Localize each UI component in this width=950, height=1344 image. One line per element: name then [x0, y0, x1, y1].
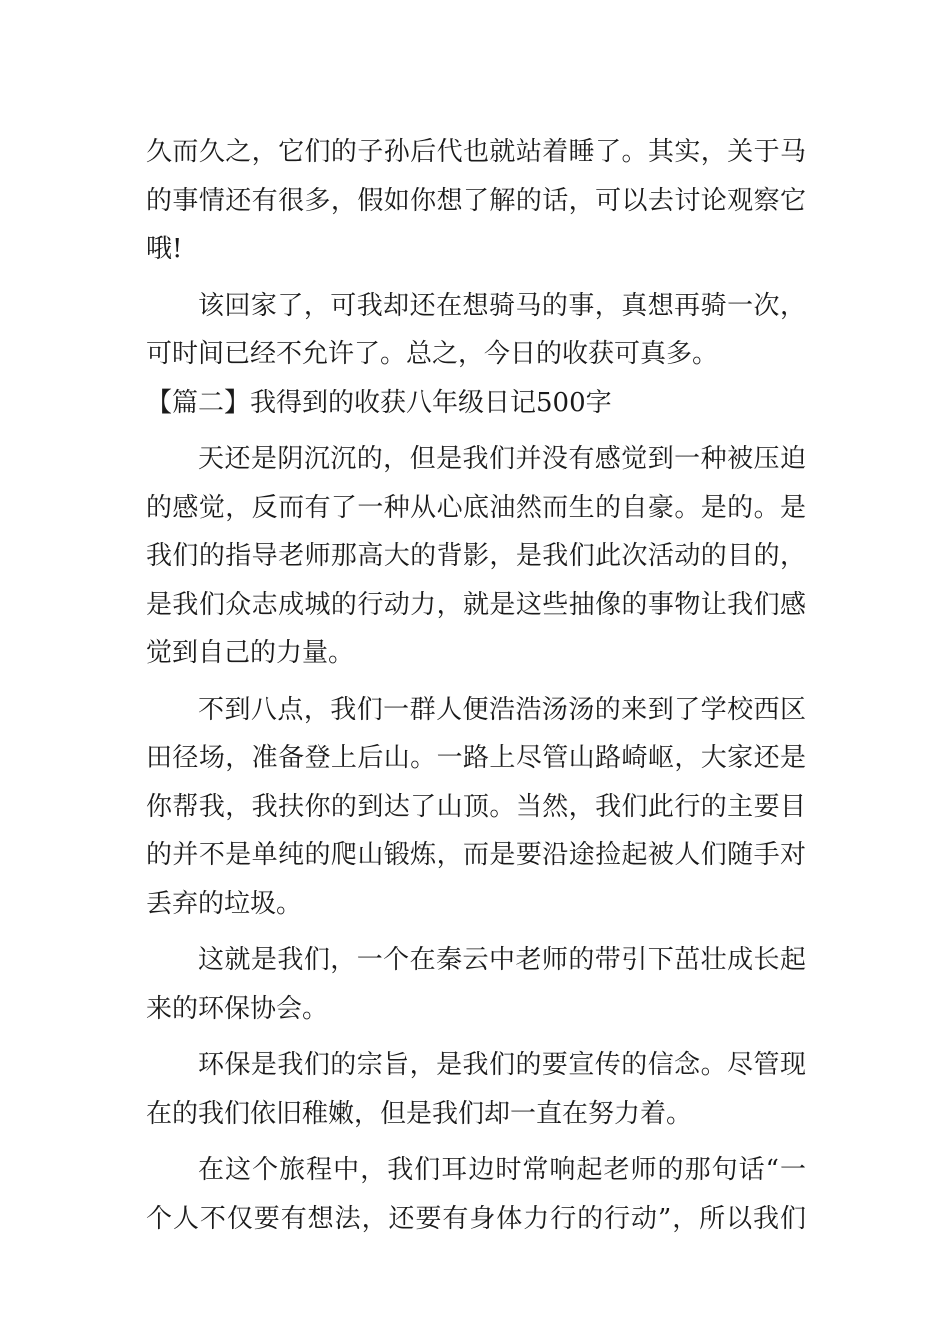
- paragraph-line: 丢弃的垃圾。: [146, 888, 303, 919]
- paragraph-line: 天还是阴沉沉的，但是我们并没有感觉到一种被压迫: [198, 444, 806, 474]
- paragraph-line: 不到八点，我们一群人便浩浩汤汤的来到了学校西区: [198, 694, 806, 725]
- paragraph-line: 这就是我们，一个在秦云中老师的带引下茁壮成长起: [198, 945, 806, 975]
- paragraph-line: 田径场，准备登上后山。一路上尽管山路崎岖，大家还是: [146, 743, 806, 773]
- paragraph-line: 久而久之，它们的子孙后代也就站着睡了。其实，关于马: [146, 137, 806, 167]
- paragraph-line: 该回家了，可我却还在想骑马的事，真想再骑一次，: [198, 290, 806, 321]
- paragraph-line: 来的环保协会。: [146, 993, 329, 1024]
- document-body: [146, 128, 806, 1243]
- paragraph-line: 觉到自己的力量。: [146, 638, 355, 668]
- paragraph-line: 你帮我，我扶你的到达了山顶。当然，我们此行的主要目: [146, 791, 806, 822]
- paragraph-line: 的感觉，反而有了一种从心底油然而生的自豪。是的。是: [146, 492, 806, 523]
- paragraph-line: 的事情还有很多，假如你想了解的话，可以去讨论观察它: [146, 185, 806, 216]
- section-heading: 【篇二】我得到的收获八年级日记500字: [146, 387, 612, 418]
- paragraph-line: 环保是我们的宗旨，是我们的要宣传的信念。尽管现: [198, 1050, 806, 1080]
- paragraph-line: 哦!: [146, 234, 183, 264]
- paragraph-line: 的并不是单纯的爬山锻炼，而是要沿途捡起被人们随手对: [146, 840, 806, 870]
- paragraph-line: 是我们众志成城的行动力，就是这些抽像的事物让我们感: [146, 589, 806, 620]
- paragraph-line: 个人不仅要有想法，还要有身体力行的行动”，所以我们: [146, 1203, 806, 1234]
- paragraph-line: 在的我们依旧稚嫩，但是我们却一直在努力着。: [146, 1098, 693, 1129]
- paragraph-line: 在这个旅程中，我们耳边时常响起老师的那句话“一: [198, 1155, 806, 1185]
- paragraph-line: 我们的指导老师那高大的背影，是我们此次活动的目的，: [146, 541, 806, 571]
- paragraph-line: 可时间已经不允许了。总之，今日的收获可真多。: [146, 339, 719, 369]
